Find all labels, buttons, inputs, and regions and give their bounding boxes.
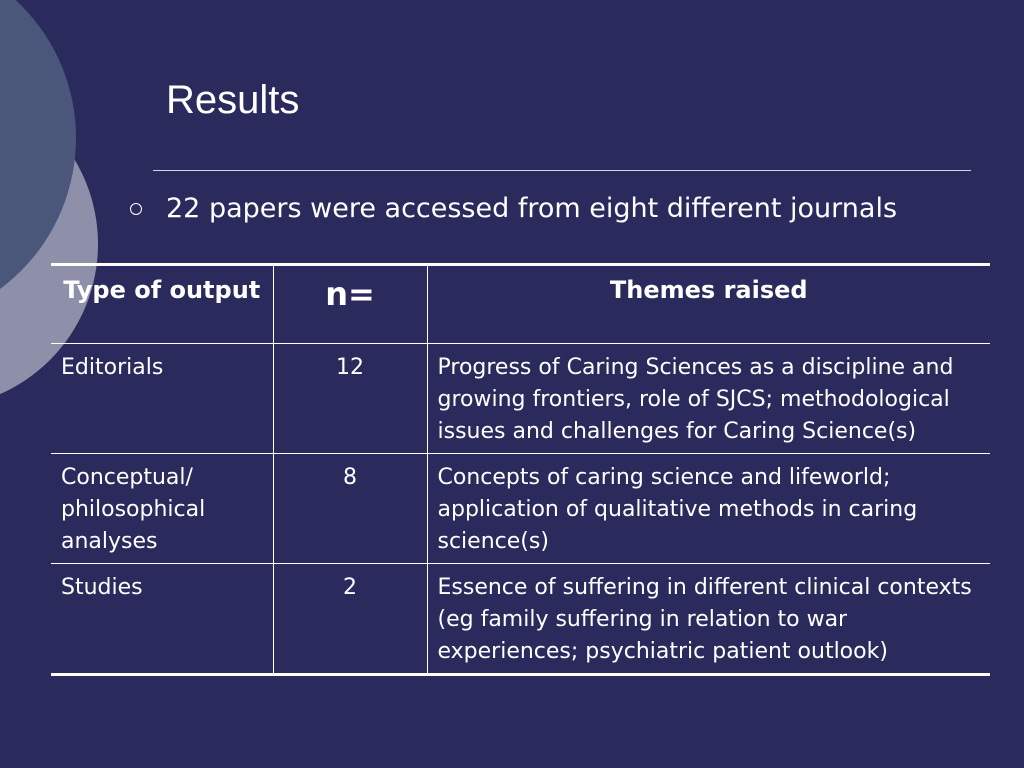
header-n: n= bbox=[273, 265, 427, 344]
cell-themes: Essence of suffering in different clinical contexts (eg family suffering in relation to war experiences; psychiatric patient outlook) bbox=[427, 564, 990, 675]
bullet-text: 22 papers were accessed from eight different journals bbox=[166, 193, 898, 224]
cell-type: Conceptual/ philosophical analyses bbox=[51, 454, 273, 564]
table-row bbox=[51, 344, 990, 454]
header-themes-raised: Themes raised bbox=[427, 265, 990, 344]
results-table bbox=[51, 263, 990, 676]
table-row bbox=[51, 564, 990, 675]
bullet-circle-icon bbox=[130, 203, 142, 215]
title-divider bbox=[153, 170, 971, 171]
cell-themes: Progress of Caring Sciences as a discipline and growing frontiers, role of SJCS; methodological issues and challenges for Caring Science(s) bbox=[427, 344, 990, 454]
cell-type: Editorials bbox=[51, 344, 273, 454]
cell-n: 12 bbox=[273, 344, 427, 454]
slide-title: Results bbox=[166, 78, 300, 122]
table-header-row bbox=[51, 265, 990, 344]
cell-themes: Concepts of caring science and lifeworld; application of qualitative methods in caring science(s) bbox=[427, 454, 990, 564]
cell-n: 2 bbox=[273, 564, 427, 675]
table-row bbox=[51, 454, 990, 564]
header-type-of-output: Type of output bbox=[51, 265, 273, 344]
cell-type: Studies bbox=[51, 564, 273, 675]
bullet-item bbox=[130, 192, 897, 226]
cell-n: 8 bbox=[273, 454, 427, 564]
